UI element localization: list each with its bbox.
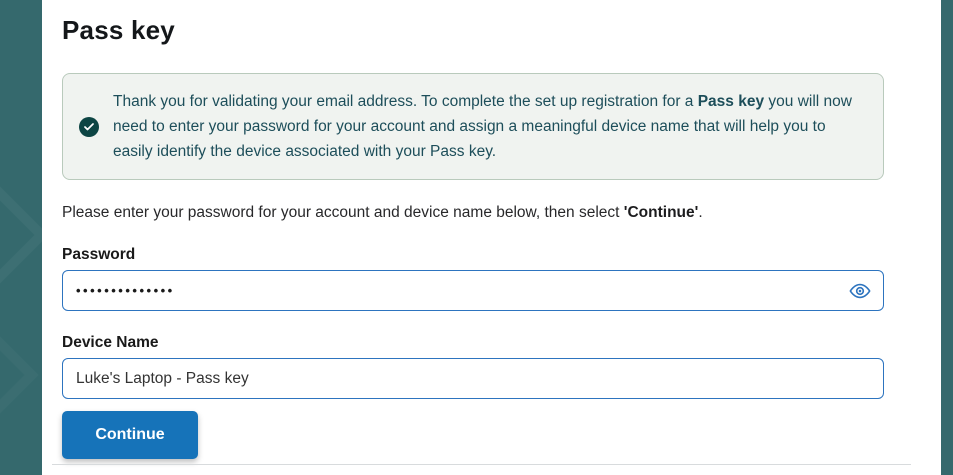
password-input-wrap	[62, 270, 884, 311]
success-notice	[62, 73, 884, 180]
eye-icon	[849, 290, 871, 305]
device-name-input-wrap	[62, 358, 884, 399]
decorative-chevron	[0, 311, 39, 438]
password-label: Password	[62, 246, 136, 263]
background-left-strip	[0, 0, 42, 475]
instruction-text-after: .	[698, 204, 703, 221]
show-password-button[interactable]	[847, 278, 873, 304]
decorative-chevron	[0, 171, 42, 298]
page-title: Pass key	[62, 15, 175, 45]
background-right-strip	[941, 0, 953, 475]
notice-text-bold: Pass key	[697, 93, 765, 110]
password-input[interactable]	[62, 270, 884, 311]
passkey-form-panel	[42, 0, 941, 475]
check-circle-icon	[79, 117, 99, 137]
device-name-label: Device Name	[62, 334, 159, 351]
notice-text-before: Thank you for validating your email address. To complete the set up registration for a	[113, 93, 698, 110]
instruction-text-before: Please enter your password for your account and device name below, then select	[62, 204, 624, 221]
bottom-divider	[52, 464, 911, 465]
instruction-text-bold: 'Continue'	[623, 204, 699, 221]
notice-text	[113, 89, 867, 164]
continue-button[interactable]: Continue	[62, 411, 198, 459]
instruction-text	[62, 202, 884, 223]
notice-text-after: you will now need to enter your password for your account and assign a meaningful device name that will help you to easily identify the device associated with your Pass key.	[113, 93, 852, 160]
device-name-input[interactable]	[62, 358, 884, 399]
